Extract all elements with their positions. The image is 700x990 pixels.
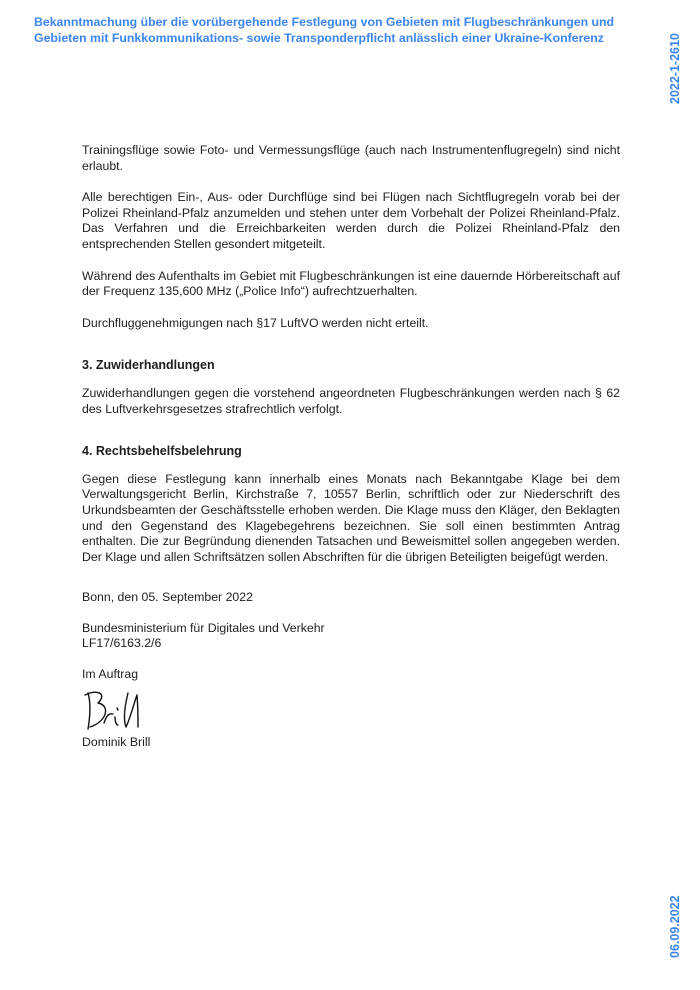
signer-name: Dominik Brill	[82, 734, 151, 749]
paragraph-legal-remedy: Gegen diese Festlegung kann innerhalb eines Monats nach Bekanntgabe Klage bei dem Verwaltungsgericht Berlin, Kirchstraße 7, 10557 Berlin, schriftlich oder zur Niederschrift des Urkundsbeamten der Geschäftsstelle erhoben werden. Die Klage muss den Kläger, den Beklagten und den Gegenstand des Klagebegehrens bezeichnen. Sie soll einen bestimmten Antrag enthalten. Die zur Begründung dienenden Tatsachen und Beweismittel sollen angegeben werden. Der Klage und allen Schriftsätzen sollen Abschriften für die übrigen Beteiligten beigefügt werden.	[82, 471, 620, 564]
paragraph-transit-permits: Durchfluggenehmigungen nach §17 LuftVO werden nicht erteilt.	[82, 315, 429, 330]
document-body	[82, 143, 620, 750]
im-auftrag: Im Auftrag	[82, 667, 139, 682]
paragraph-violations: Zuwiderhandlungen gegen die vorstehend angeordneten Flugbeschränkungen werden nach § 62 des Luftverkehrsgesetzes strafrechtlich verfolgt.	[82, 385, 620, 416]
reference-number: LF17/6163.2/6	[82, 636, 162, 651]
document-title: Bekanntmachung über die vorübergehende Festlegung von Gebieten mit Flugbeschränkungen und Gebieten mit Funkkommunikations- sowie Transponderpflicht anlässlich einer Ukraine-Konferenz	[34, 15, 615, 45]
heading-legal-remedy: 4. Rechtsbehelfsbelehrung	[82, 444, 242, 459]
paragraph-training-flights: Trainingsflüge sowie Foto- und Vermessungsflüge (auch nach Instrumentenflugregeln) sind nicht erlaubt.	[82, 143, 620, 173]
signature-image	[82, 687, 182, 733]
paragraph-radio-frequency: Während des Aufenthalts im Gebiet mit Flugbeschränkungen ist eine dauernde Hörbereitschaft auf der Frequenz 135,600 MHz („Police Info“) aufrechtzuerhalten.	[82, 268, 620, 299]
place-date: Bonn, den 05. September 2022	[82, 590, 253, 605]
ministry-name: Bundesministerium für Digitales und Verkehr	[82, 620, 325, 635]
document-date: 06.09.2022	[668, 895, 682, 958]
paragraph-registration: Alle berechtigen Ein-, Aus- oder Durchflüge sind bei Flügen nach Sichtflugregeln vorab bei der Polizei Rheinland-Pfalz anzumelden und stehen unter dem Vorbehalt der Polizei Rheinland-Pfalz. Das Verfahren und die Erreichbarkeiten werden durch die Polizei Rheinland-Pfalz den entsprechenden Stellen gesondert mitgeteilt.	[82, 190, 620, 251]
heading-violations: 3. Zuwiderhandlungen	[82, 358, 215, 373]
document-id: 2022-1-2610	[668, 33, 682, 104]
